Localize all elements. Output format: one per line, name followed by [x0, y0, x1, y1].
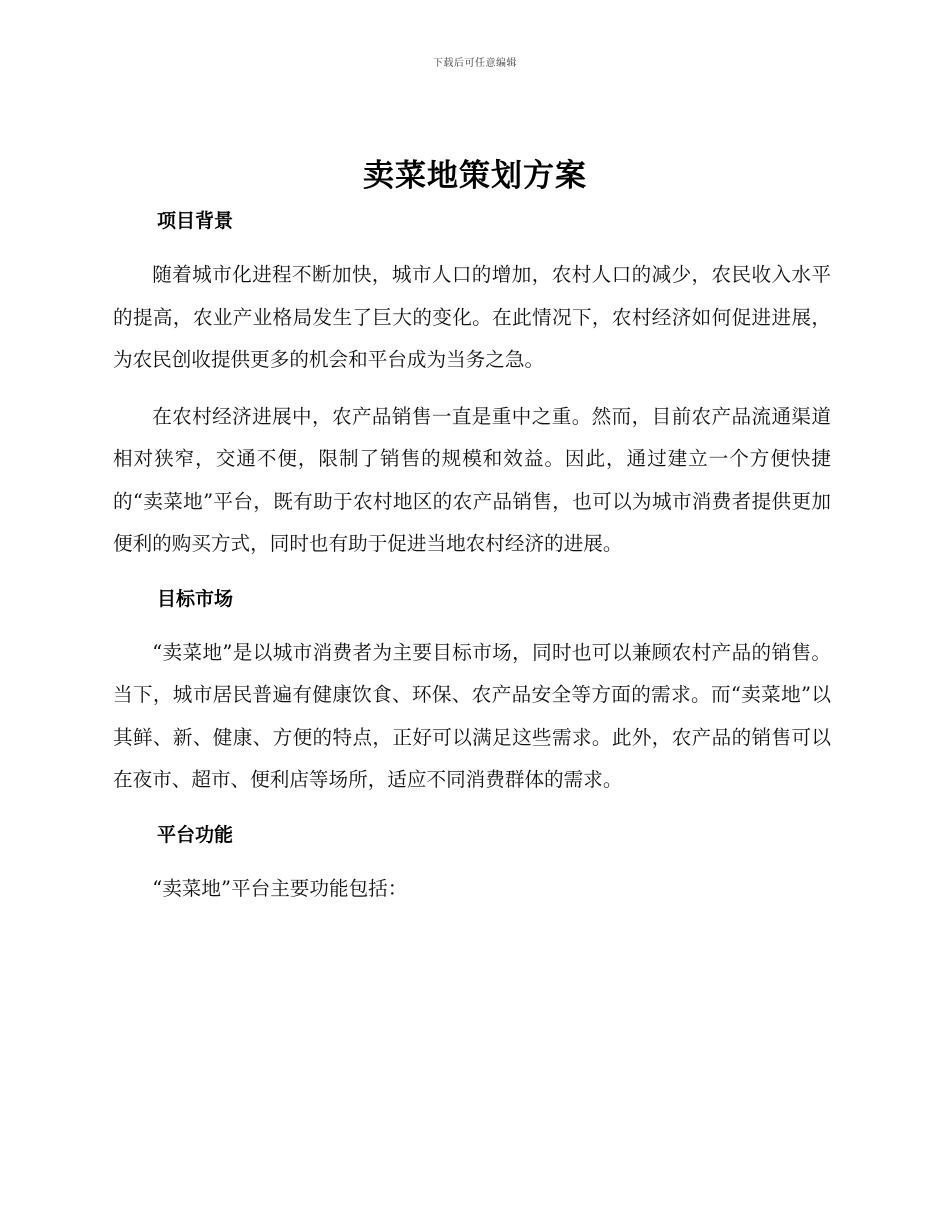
header-note: 下载后可任意编辑: [433, 58, 517, 69]
document-title: 卖菜地策划方案: [363, 158, 587, 194]
paragraph: “卖菜地”平台主要功能包括：: [152, 876, 408, 900]
paragraph: 随着城市化进程不断加快，城市人口的增加，农村人口的减少，农民收入水平的提高，农业产业格局发生了巨大的变化。在此情况下，农村经济如何促进进展，为农民创收提供更多的机会和平台成为当务之急。: [113, 263, 831, 371]
paragraph: 在农村经济进展中，农产品销售一直是重中之重。然而，目前农产品流通渠道相对狭窄，交通不便，限制了销售的规模和效益。因此，通过建立一个方便快捷的“卖菜地”平台，既有助于农村地区的农产品销售，也可以为城市消费者提供更加便利的购买方式，同时也有助于促进当地农村经济的进展。: [113, 404, 831, 555]
section-heading: 目标市场: [157, 587, 234, 610]
section-heading: 项目背景: [157, 210, 234, 232]
paragraph: “卖菜地”是以城市消费者为主要目标市场，同时也可以兼顾农村产品的销售。当下，城市居民普遍有健康饮食、环保、农产品安全等方面的需求。而“卖菜地”以其鲜、新、健康、方便的特点，正好可以满足这些需求。此外，农产品的销售可以在夜市、超市、便利店等场所，适应不同消费群体的需求。: [113, 640, 831, 791]
section-heading: 平台功能: [157, 823, 234, 846]
section-target-market: [113, 580, 831, 802]
section-project-background: [113, 202, 831, 566]
document-body: [113, 202, 831, 910]
section-platform-features: [113, 816, 831, 911]
